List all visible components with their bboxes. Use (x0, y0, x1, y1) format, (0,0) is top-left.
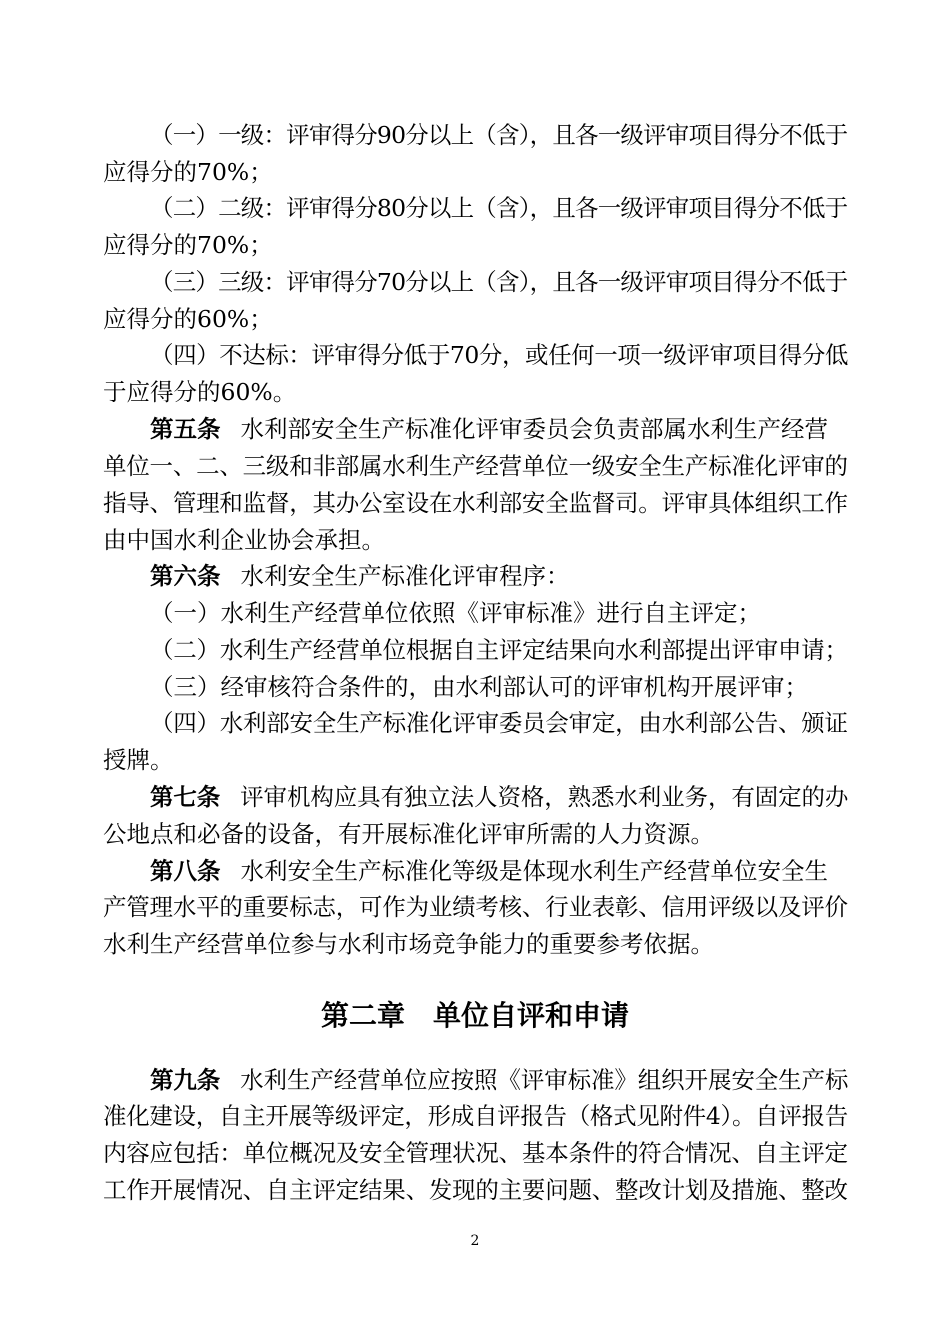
text-line: （一）水利生产经营单位依照《评审标准》进行自主评定； (150, 599, 761, 627)
article-8-label: 第八条 (150, 857, 221, 885)
text-line: （三）经审核符合条件的，由水利部认可的评审机构开展评审； (150, 673, 808, 701)
article-9-label: 第九条 (150, 1066, 221, 1094)
text-line: 准化建设，自主开展等级评定，形成自评报告（格式见附件4）。自评报告 (103, 1102, 848, 1130)
text-line: 单位一、二、三级和非部属水利生产经营单位一级安全生产标准化评审的 (103, 452, 848, 480)
article-9-text: 水利生产经营单位应按照《评审标准》组织开展安全生产标 (240, 1066, 848, 1094)
article-6-label: 第六条 (150, 562, 221, 590)
text-line: 于应得分的60%。 (103, 378, 297, 406)
text-line: （二）二级：评审得分80分以上（含），且各一级评审项目得分不低于 (150, 194, 848, 222)
article-5-label: 第五条 (150, 415, 221, 443)
text-line: 公地点和必备的设备，有开展标准化评审所需的人力资源。 (103, 820, 714, 848)
text-line: （一）一级：评审得分90分以上（含），且各一级评审项目得分不低于 (150, 121, 848, 149)
article-6-text: 水利安全生产标准化评审程序： (240, 562, 570, 590)
text-line: （二）水利生产经营单位根据自主评定结果向水利部提出评审申请； (150, 636, 848, 664)
text-line: 应得分的60%； (103, 305, 273, 333)
text-line: 工作开展情况、自主评定结果、发现的主要问题、整改计划及措施、整改 (103, 1176, 848, 1204)
article-5-line (150, 414, 848, 444)
text-line: 水利生产经营单位参与水利市场竞争能力的重要参考依据。 (103, 930, 714, 958)
article-7-text: 评审机构应具有独立法人资格，熟悉水利业务，有固定的办 (240, 783, 848, 811)
article-8-text: 水利安全生产标准化等级是体现水利生产经营单位安全生 (240, 857, 828, 885)
article-5-text: 水利部安全生产标准化评审委员会负责部属水利生产经营 (240, 415, 828, 443)
text-line: （三）三级：评审得分70分以上（含），且各一级评审项目得分不低于 (150, 268, 848, 296)
article-7-line (150, 782, 848, 812)
text-line: 应得分的70%； (103, 231, 273, 259)
text-line: （四）不达标：评审得分低于70分，或任何一项一级评审项目得分低 (150, 341, 848, 369)
text-line: 内容应包括：单位概况及安全管理状况、基本条件的符合情况、自主评定 (103, 1139, 848, 1167)
article-9-line (150, 1065, 848, 1095)
article-8-line (150, 856, 848, 886)
text-line: （四）水利部安全生产标准化评审委员会审定，由水利部公告、颁证 (150, 709, 848, 737)
text-line: 应得分的70%； (103, 158, 273, 186)
text-line: 指导、管理和监督，其办公室设在水利部安全监督司。评审具体组织工作 (103, 489, 848, 517)
page-number: 2 (470, 1233, 480, 1249)
chapter-heading: 第二章 单位自评和申请 (320, 999, 629, 1032)
article-7-label: 第七条 (150, 783, 221, 811)
text-line: 由中国水利企业协会承担。 (103, 526, 385, 554)
text-line: 授牌。 (103, 746, 174, 774)
article-6-line (150, 561, 848, 591)
text-line: 产管理水平的重要标志，可作为业绩考核、行业表彰、信用评级以及评价 (103, 893, 848, 921)
